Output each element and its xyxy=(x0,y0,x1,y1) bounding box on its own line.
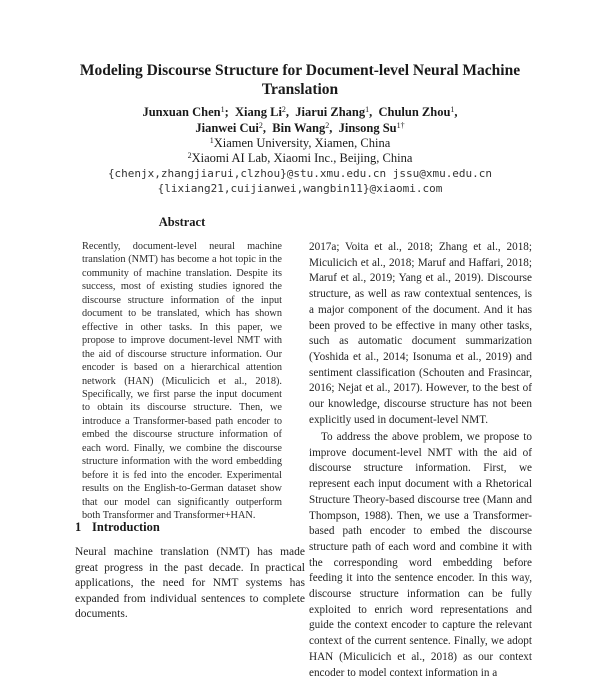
affiliation-mark: 1 xyxy=(209,136,214,145)
author-affil-mark: 2 xyxy=(325,121,330,130)
right-column-paragraph-2 xyxy=(309,430,532,681)
author-affil-mark: 1† xyxy=(396,121,405,130)
affiliation-1 xyxy=(40,136,560,151)
right-column-paragraph-1 xyxy=(309,240,532,428)
affiliation-text: Xiamen University, Xiamen, China xyxy=(213,136,391,150)
paper-title: Modeling Discourse Structure for Document-level Neural Machine Translation xyxy=(79,62,521,98)
author-list xyxy=(40,104,560,136)
author-line-1: Junxuan Chen$^1$; Xiang Li$^2$, Jiarui Zhang$^1$, Chulun Zhou$^1$, xyxy=(142,105,458,119)
paragraph-text: 2017a; Voita et al., 2018; Zhang et al., 2018; Miculicich et al., 2018; Maruf and Haffari, 2018; Maruf et al., 2019; Yang et al., 2019). Discourse structure, as well as raw contextual sentences, is a major component of the document. And it has been proved to be effective in many other tasks, such as automatic document summarization (Yoshida et al., 2014; Isonuma et al., 2019) and sentiment classification (Schouten and Frasincar, 2016; Nejat et al., 2017). However, to the best of our knowledge, discourse structure has not been explicitly used in document-level NMT. xyxy=(309,241,532,426)
author-name: Jianwei Cui xyxy=(195,121,259,135)
introduction-body xyxy=(75,545,305,623)
author-affil-mark: 1 xyxy=(365,105,370,114)
section-number: 1 xyxy=(75,520,82,534)
author-name: Jiarui Zhang xyxy=(295,105,366,119)
section-heading-introduction xyxy=(75,520,160,535)
author-line-2: Jianwei Cui$^2$, Bin Wang$^2$, Jinsong $Su^{1\dagger}$ xyxy=(195,121,405,135)
author-name: Xiang Li xyxy=(235,105,282,119)
author-affil-mark: 1 xyxy=(450,105,455,114)
author-name: Junxuan Chen xyxy=(142,105,221,119)
paragraph-text: To address the above problem, we propose to improve document-level NMT with the aid of discourse structure information. First, we represent each input document with a Rhetorical Structure Theory-based discourse tree (Mann and Thompson, 1988). Then, we use a Transformer-based path encoder to embed the discourse structure path of each word and combine it with the corresponding word embedding before feeding it into the sentence encoder. In this way, discourse structure information can be fully exploited to enrich word representations and guide the context encoder to capture the relevant context of the current sentence. Finally, we adopt HAN (Miculicich et al., 2018) as our context encoder to model context information in a xyxy=(309,431,532,679)
author-affil-mark: 1 xyxy=(220,105,225,114)
author-name: Bin Wang xyxy=(272,121,326,135)
affiliation-2 xyxy=(40,151,560,166)
affiliation-text: Xiaomi AI Lab, Xiaomi Inc., Beijing, China xyxy=(191,151,413,165)
author-affil-mark: 2 xyxy=(258,121,263,130)
email-line-2[interactable]: {lixiang21,cuijianwei,wangbin11}@xiaomi.com xyxy=(157,182,443,195)
abstract-body xyxy=(82,240,282,523)
email-line-1[interactable]: {chenjx,zhangjiarui,clzhou}@stu.xmu.edu.cn jssu@xmu.edu.cn xyxy=(107,167,493,180)
introduction-text: Neural machine translation (NMT) has made great progress in the past decade. In practical applications, the need for NMT systems has expanded from individual sentences to complete documents. xyxy=(75,546,305,621)
author-name: Jinsong Su xyxy=(338,121,397,135)
section-title: Introduction xyxy=(92,520,160,534)
abstract-text: Recently, document-level neural machine translation (NMT) has become a hot topic in the community of machine translation. Despite its success, most of existing studies ignored the discourse structure information of the input document to be translated, which has shown effective in other tasks. In this paper, we propose to improve document-level NMT with the aid of discourse structure information. Our encoder is based on a hierarchical attention network (HAN) (Miculicich et al., 2018). Specifically, we first parse the input document to obtain its discourse structure. Then, we introduce a Transformer-based path encoder to embed the discourse structure information of each word. Finally, we combine the discourse structure information with the word embedding before it is fed into the encoder. Experimental results on the English-to-German dataset show that our model can significantly outperform both Transformer and Transformer+HAN. xyxy=(82,241,282,522)
author-name: Chulun Zhou xyxy=(378,105,451,119)
affiliation-mark: 2 xyxy=(187,151,192,160)
abstract-heading: Abstract xyxy=(158,215,206,229)
author-affil-mark: 2 xyxy=(281,105,286,114)
